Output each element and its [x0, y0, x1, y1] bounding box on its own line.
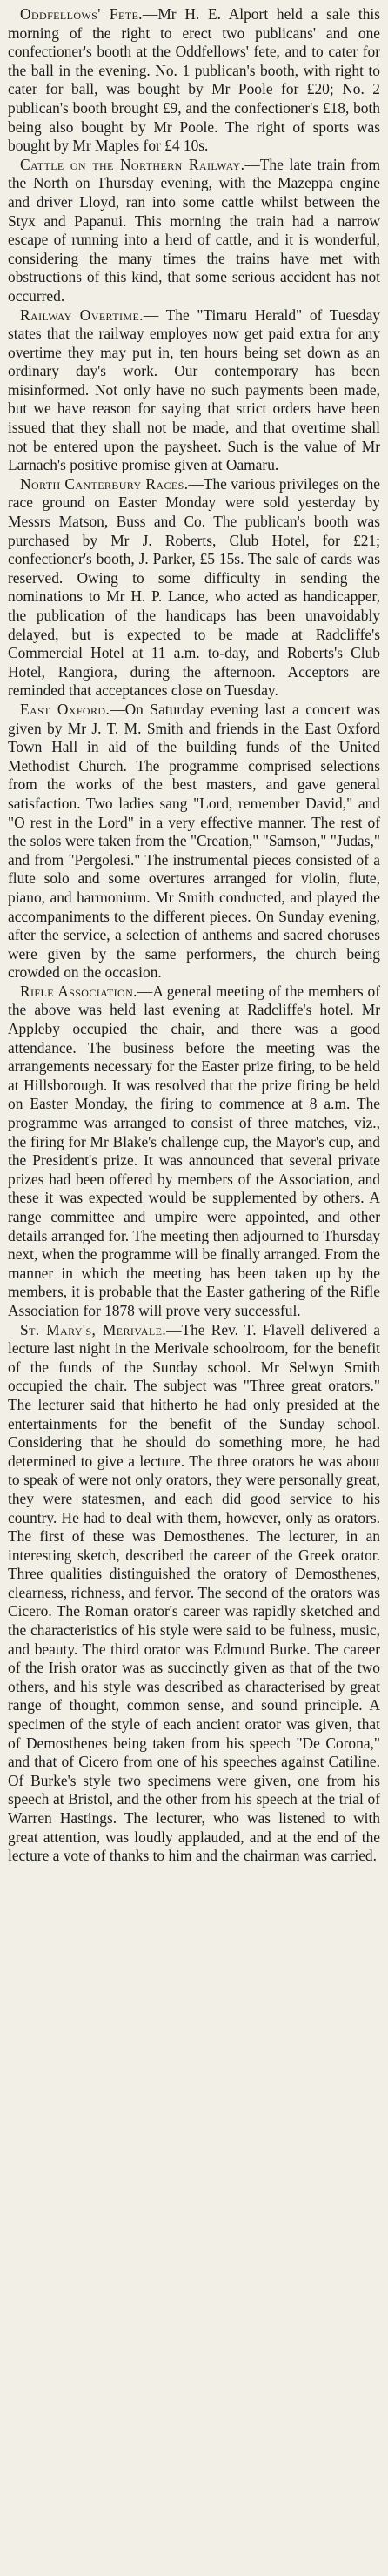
article-heading: St. Mary's, Merivale.: [20, 1320, 167, 1338]
article-heading: Oddfellows' Fete.: [20, 5, 143, 23]
article-railway-overtime: [8, 306, 380, 475]
article-rifle-association: [8, 983, 380, 1321]
article-body: —Mr H. E. Alport held a sale this morning of the right to erect two publicans' and one confectioner's booth at the Oddfellows' fete, and to cater for the ball in the evening. No. 1 publican's booth, with right to cater for ball, was bought by Mr Poole for £20; No. 2 publican's booth brought £9, and the confectioner's £18, both being also bought by Mr Poole. The right of sports was bought by Mr Maples for £4 10s.: [8, 5, 380, 155]
article-body: —A general meeting of the members of the above was held last evening at Radcliffe's hotel. Mr Appleby occupied the chair, and there was a good attendance. The business before the meeting was the arrangements necessary for the Easter prize firing, to be held at Hillsborough. It was resolved that the prize firing be held on Easter Monday, the firing to commence at 8 a.m. The programme was arranged to consist of three matches, viz., the firing for Mr Blake's challenge cup, the Mayor's cup, and the President's prize. It was announced that several private prizes had been offered by members of the Association, and these it was expected would be supplemented by others. A range committee and umpire were appointed, and other details arranged for. The meeting then adjourned to Thursday next, when the programme will be finally arranged. From the manner in which the meeting has been taken up by the members, it is probable that the Easter gathering of the Rifle Association for 1878 will prove very successful.: [8, 982, 381, 1319]
article-body: — The "Timaru Herald" of Tuesday states that the railway employes now get paid extra for any overtime they may put in, ten hours being set down as an ordinary day's work. Our contemporary has been misinformed. Not only have no such payments been made, but we have reason for saying that strict orders have been issued that they shall not be made, and that overtime shall not be entered upon the paysheet. Such is the value of Mr Larnach's positive promise given at Oamaru.: [8, 305, 380, 474]
article-heading: Railway Overtime.: [20, 305, 144, 324]
article-heading: East Oxford.: [20, 700, 110, 718]
article-east-oxford: [8, 701, 380, 983]
article-heading: Cattle on the Northern Railway.: [20, 155, 245, 173]
article-st-marys-merivale: [8, 1321, 380, 1866]
article-body: —The late train from the North on Thursday evening, with the Mazeppa engine and driver Lloyd, ran into some cattle whilst between the Styx and Papanui. This morning the train had a narrow escape of running into a herd of cattle, and it is wonderful, considering the many times the trains have met with obstructions of this kind, that some serious accident has not occurred.: [8, 155, 381, 305]
article-cattle-northern-railway: [8, 156, 380, 306]
article-oddfellows-fete: [8, 5, 380, 156]
article-body: —The Rev. T. Flavell delivered a lecture last night in the Merivale schoolroom, for the benefit of the funds of the Sunday school. Mr Selwyn Smith occupied the chair. The subject was "Three great orators." The lecturer said that hitherto he had only presided at the entertainments for the benefit of the Sunday school. Considering that he should do something more, he had determined to give a lecture. The three orators he was about to speak of were not only orators, they were personally great, they were statesmen, and each did good service to his country. He had to deal with them, however, only as orators. The first of these was Demosthenes. The lecturer, in an interesting sketch, described the career of the Greek orator. Three qualities distinguished the oratory of Demosthenes, clearness, richness, and fervor. The second of the orators was Cicero. The Roman orator's career was rapidly sketched and the characteristics of his style were said to be fulness, music, and beauty. The third orator was Edmund Burke. The career of the Irish orator was as succinctly given as that of the two others, and his style was described as characterised by great range of thought, common sense, and sound principle. A specimen of the style of each ancient orator was given, that of Demosthenes being taken from his speech "De Corona," and that of Cicero from one of his speeches against Catiline. Of Burke's style two specimens were given, one from his speech at Bristol, and the other from his speech at the trial of Warren Hastings. The lecturer, who was listened to with great attention, was loudly applauded, and at the end of the lecture a vote of thanks to him and the chairman was carried.: [8, 1320, 380, 1865]
article-heading: North Canterbury Races.: [20, 474, 189, 493]
article-north-canterbury-races: [8, 475, 380, 701]
article-body: —On Saturday evening last a concert was given by Mr J. T. M. Smith and friends in the East Oxford Town Hall in aid of the building funds of the United Methodist Church. The programme comprised selections from the works of the best masters, and gave general satisfaction. Two ladies sang "Lord, remember David," and "O rest in the Lord" in a very effective manner. The rest of the solos were taken from the "Creation," "Samson," "Judas," and from "Pergolesi." The instrumental pieces consisted of a flute solo and some overtures arranged for violin, flute, piano, and harmonium. Mr Smith conducted, and played the accompaniments to the different pieces. On Sunday evening, after the service, a selection of anthems and sacred choruses were given by the same performers, the church being crowded on the occasion.: [8, 700, 381, 982]
article-body: —The various privileges on the race ground on Easter Monday were sold yesterday by Messrs Matson, Buss and Co. The publican's booth was purchased by Mr J. Roberts, Club Hotel, for £21; confectioner's booth, J. Parker, £5 15s. The sale of cards was reserved. Owing to some difficulty in sending the nominations to Mr H. P. Lance, who acted as handicapper, the publication of the handicaps has been unavoidably delayed, but is expected to be made at Radcliffe's Commercial Hotel at 11 a.m. to-day, and Roberts's Club Hotel, Rangiora, during the afternoon. Acceptors are reminded that acceptances close on Tuesday.: [8, 474, 380, 700]
article-heading: Rifle Association.: [20, 982, 137, 1000]
